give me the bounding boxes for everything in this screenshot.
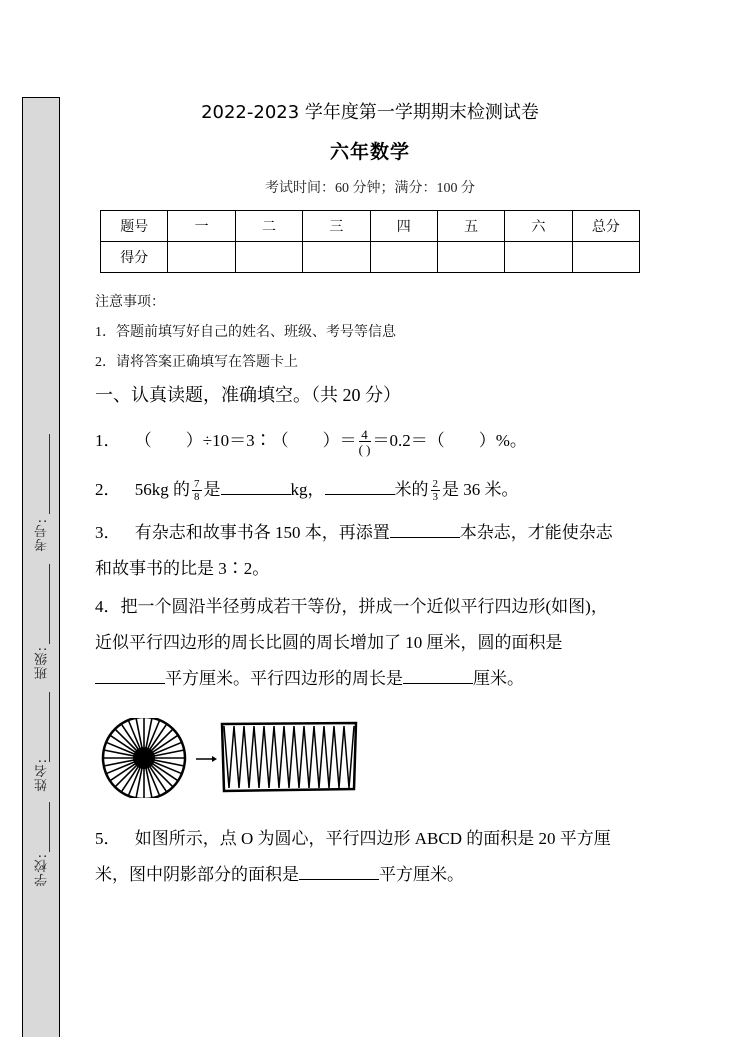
exam-title: 2022-2023 学年度第一学期期末检测试卷 bbox=[201, 102, 539, 123]
q2-text-e: 是 36 米。 bbox=[442, 480, 519, 499]
score-cell[interactable] bbox=[505, 242, 572, 273]
table-cell: 总分 bbox=[572, 211, 639, 242]
answer-blank[interactable] bbox=[299, 861, 379, 880]
question-1 bbox=[95, 423, 655, 459]
circle-to-parallelogram-figure bbox=[100, 718, 360, 803]
table-cell: 得分 bbox=[101, 242, 168, 273]
q2-fraction-2 bbox=[431, 479, 441, 503]
class-field bbox=[23, 646, 61, 679]
note-item: 1．答题前填写好自己的姓名、班级、考号等信息 bbox=[95, 325, 396, 340]
question-5 bbox=[95, 821, 655, 893]
score-table bbox=[100, 210, 640, 273]
score-table-score-row bbox=[101, 242, 640, 273]
answer-blank[interactable] bbox=[390, 519, 460, 538]
table-cell: 四 bbox=[370, 211, 437, 242]
q2-fraction-1 bbox=[192, 479, 202, 503]
right-arrow-icon bbox=[196, 756, 217, 762]
answer-blank[interactable] bbox=[95, 665, 165, 684]
q3-text-b: 本杂志，才能使杂志 bbox=[459, 523, 613, 542]
question-4 bbox=[95, 589, 655, 697]
exam-number-label: 考号: bbox=[34, 518, 50, 552]
score-cell[interactable] bbox=[370, 242, 437, 273]
notes-block bbox=[95, 288, 396, 378]
score-cell[interactable] bbox=[572, 242, 639, 273]
table-cell: 五 bbox=[437, 211, 504, 242]
question-number: 1． bbox=[95, 431, 121, 450]
score-cell[interactable] bbox=[303, 242, 370, 273]
exam-number-field-line[interactable] bbox=[49, 434, 50, 514]
q2-text-c: kg， bbox=[290, 480, 325, 499]
fraction-denominator: 3 bbox=[432, 491, 438, 504]
question-3 bbox=[95, 515, 655, 587]
q4-text-a: 平方厘米。平行四边形的周长是 bbox=[165, 669, 403, 688]
answer-blank[interactable] bbox=[325, 476, 395, 495]
note-item: 2．请将答案正确填写在答题卡上 bbox=[95, 355, 298, 370]
q5-line-1: 如图所示，点 O 为圆心，平行四边形 ABCD 的面积是 20 平方厘 bbox=[134, 829, 611, 848]
question-number: 5． bbox=[95, 829, 121, 848]
q1-fraction bbox=[359, 428, 371, 456]
question-number: 2． bbox=[95, 480, 121, 499]
section-heading: 一、认真读题，准确填空。（共 20 分） bbox=[95, 385, 401, 405]
name-field-line[interactable] bbox=[49, 692, 50, 762]
answer-blank[interactable] bbox=[403, 665, 473, 684]
q4-line-1: 4．把一个圆沿半径剪成若干等份，拼成一个近似平行四边形(如图)， bbox=[95, 597, 608, 616]
fraction-denominator[interactable]: ( ) bbox=[358, 442, 371, 458]
q1-text-b: ＝0.2＝（ ）%。 bbox=[372, 431, 527, 450]
q4-line-2: 近似平行四边形的周长比圆的周长增加了 10 厘米，圆的面积是 bbox=[95, 633, 563, 652]
school-label: 学校: bbox=[34, 853, 50, 887]
fraction-denominator: 8 bbox=[194, 491, 200, 504]
q3-line-2: 和故事书的比是 3∶2。 bbox=[95, 559, 270, 578]
q2-text-b: 是 bbox=[203, 480, 221, 499]
q2-text-d: 米的 bbox=[394, 480, 429, 499]
fraction-numerator: 4 bbox=[359, 428, 371, 442]
name-label: 姓名: bbox=[34, 758, 50, 792]
table-cell: 一 bbox=[168, 211, 235, 242]
notes-title: 注意事项： bbox=[95, 295, 165, 310]
table-cell: 六 bbox=[505, 211, 572, 242]
fraction-numerator: 7 bbox=[194, 478, 200, 491]
q5-text-a: 米，图中阴影部分的面积是 bbox=[95, 865, 299, 884]
sectored-circle-icon bbox=[103, 718, 185, 798]
score-cell[interactable] bbox=[235, 242, 302, 273]
answer-blank[interactable] bbox=[221, 476, 291, 495]
class-field-line[interactable] bbox=[49, 564, 50, 644]
school-field-line[interactable] bbox=[49, 802, 50, 852]
student-info-sidebar bbox=[22, 97, 60, 1037]
fraction-numerator: 2 bbox=[432, 478, 438, 491]
q1-text-a: （ ）÷10＝3∶（ ）＝ bbox=[134, 431, 357, 450]
q4-text-b: 厘米。 bbox=[473, 669, 524, 688]
question-2 bbox=[95, 472, 655, 508]
question-number: 3． bbox=[95, 523, 121, 542]
school-field bbox=[23, 853, 61, 886]
table-cell: 题号 bbox=[101, 211, 168, 242]
parallelogram-icon bbox=[222, 723, 356, 791]
name-field bbox=[23, 758, 61, 791]
score-table-header-row bbox=[101, 211, 640, 242]
score-cell[interactable] bbox=[168, 242, 235, 273]
figure-graphic bbox=[100, 718, 360, 798]
q5-text-b: 平方厘米。 bbox=[379, 865, 464, 884]
q3-text-a: 有杂志和故事书各 150 本，再添置 bbox=[134, 523, 390, 542]
table-cell: 二 bbox=[235, 211, 302, 242]
exam-info: 考试时间：60 分钟；满分：100 分 bbox=[265, 181, 475, 196]
score-cell[interactable] bbox=[437, 242, 504, 273]
subject-title: 六年数学 bbox=[329, 141, 410, 163]
table-cell: 三 bbox=[303, 211, 370, 242]
exam-number-field bbox=[23, 518, 61, 551]
class-label: 班级: bbox=[34, 646, 50, 680]
q2-text-a: 56kg 的 bbox=[134, 480, 190, 499]
